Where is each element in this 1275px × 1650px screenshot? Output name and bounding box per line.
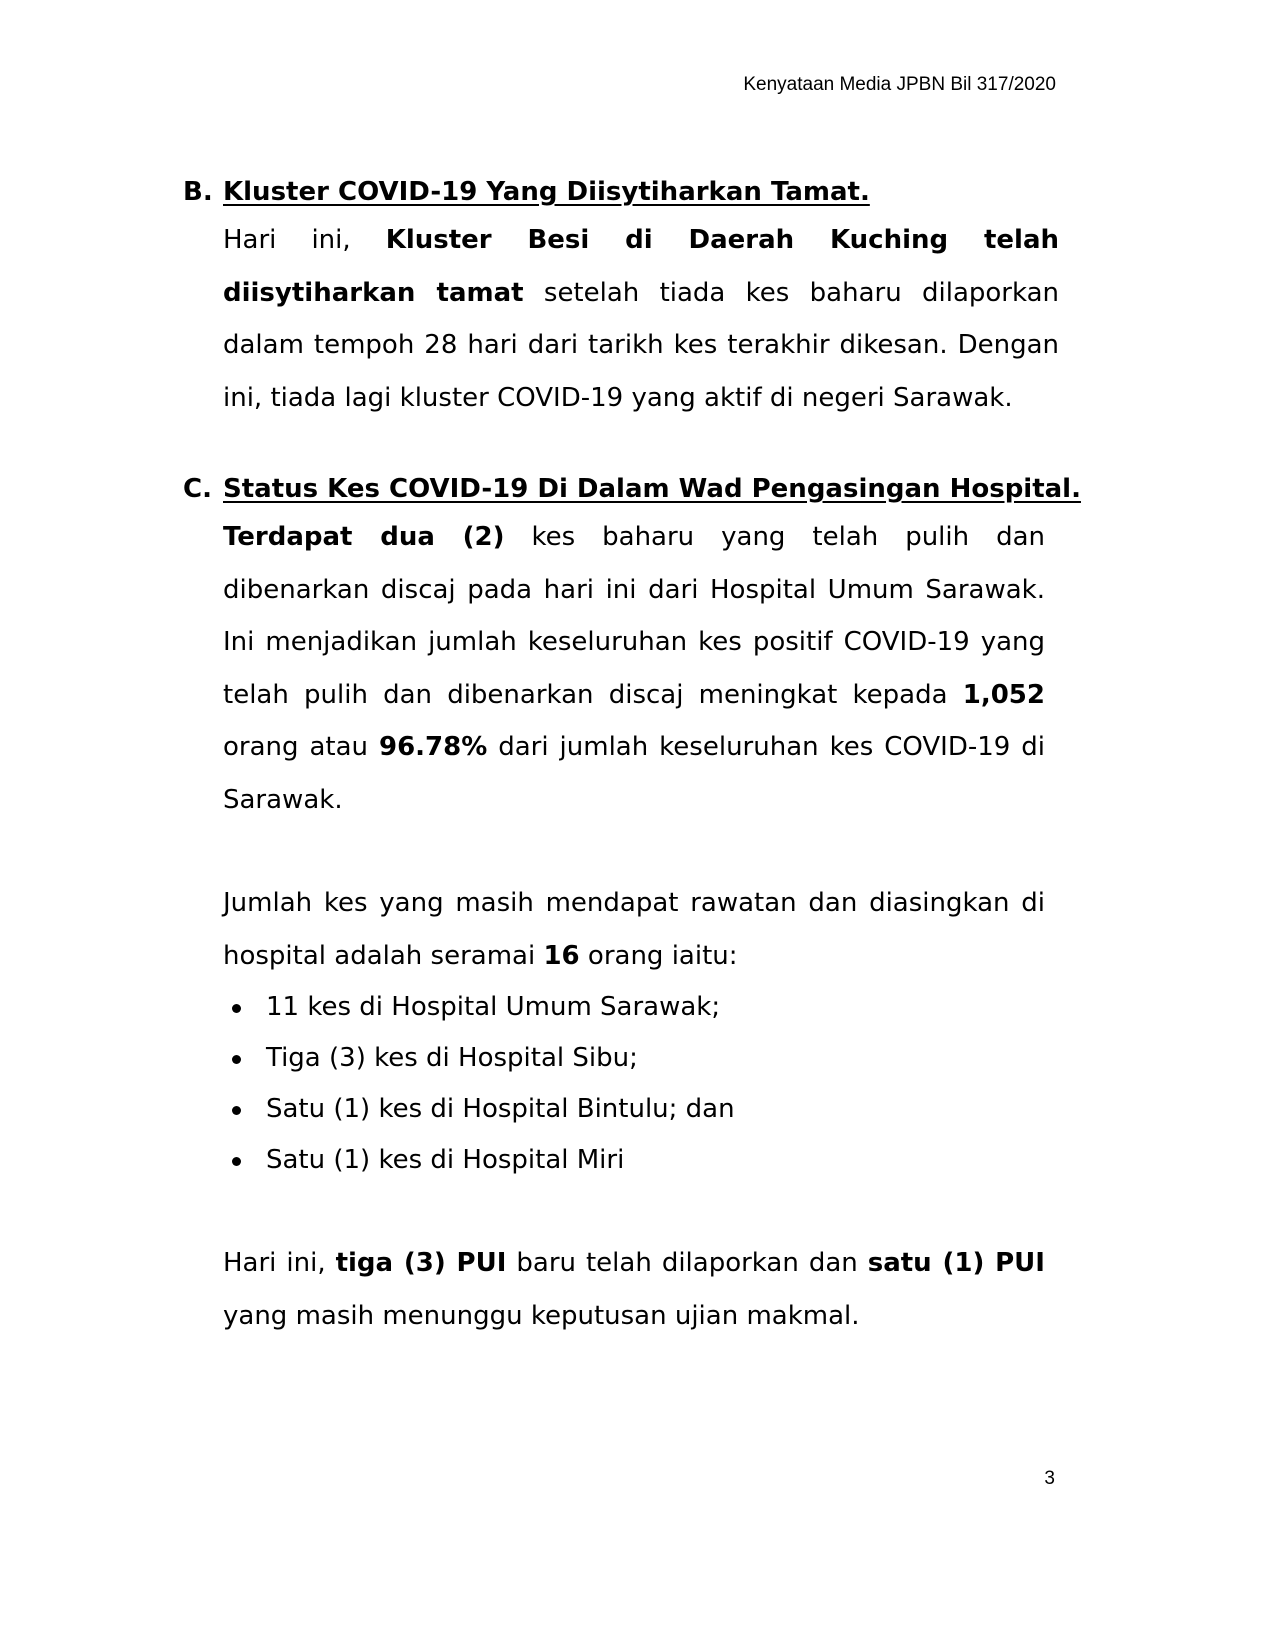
list-item [223, 1033, 1083, 1084]
document-reference: Kenyataan Media JPBN Bil 317/2020 [743, 74, 1056, 95]
page-number: 3 [1044, 1468, 1055, 1489]
text-run: orang iaitu: [579, 940, 738, 971]
list-item [223, 982, 1083, 1033]
section-c [183, 467, 1083, 1342]
section-b [183, 170, 1083, 424]
section-c-paragraph-pui [223, 1237, 1045, 1342]
section-b-letter: B. [183, 177, 213, 207]
section-b-heading [183, 170, 1083, 214]
list-item-text: 11 kes di Hospital Umum Sarawak; [266, 992, 721, 1022]
paragraph-gap [183, 1186, 1083, 1237]
section-b-paragraph [223, 214, 1059, 424]
bullet-icon [232, 1157, 241, 1166]
section-b-title: Kluster COVID-19 Yang Diisytiharkan Tamat. [223, 177, 870, 207]
text-run: orang atau [223, 732, 379, 762]
bold-text-run: Kluster Besi di Daerah Kuching telah diisytiharkan tamat [223, 225, 1060, 308]
section-c-letter: C. [183, 474, 212, 504]
paragraph-gap [183, 826, 1083, 877]
bold-text-run: Terdapat dua (2) [223, 522, 505, 552]
bold-text-run: tiga (3) PUI [335, 1248, 507, 1278]
section-c-title: Status Kes COVID-19 Di Dalam Wad Pengasingan Hospital. [223, 474, 1081, 504]
text-run: Hari ini, [223, 1248, 336, 1278]
text-run: dari jumlah keseluruhan kes COVID-19 di Sarawak. [223, 732, 1045, 815]
bullet-icon [232, 1106, 241, 1115]
list-item-text: Satu (1) kes di Hospital Bintulu; dan [266, 1094, 735, 1124]
text-run: Hari ini, [223, 225, 386, 255]
bullet-icon [232, 1004, 241, 1013]
list-item [223, 1135, 1083, 1186]
text-run: setelah tiada kes baharu dilaporkan dalam tempoh 28 hari dari tarikh kes terakhir dikesan. Dengan ini, tiada lagi kluster COVID-19 yang aktif di negeri Sarawak. [223, 277, 1059, 413]
bullet-icon [232, 1055, 241, 1064]
bold-text-run: 16 [543, 940, 580, 971]
bold-text-run: 96.78% [378, 732, 488, 762]
list-item-text: Satu (1) kes di Hospital Miri [266, 1145, 625, 1175]
section-c-paragraph-recovered [223, 511, 1045, 826]
section-c-paragraph-in-treatment [223, 877, 1045, 982]
bold-text-run: satu (1) PUI [867, 1248, 1045, 1278]
section-c-heading [183, 467, 1083, 511]
hospital-case-list [223, 982, 1083, 1186]
text-run: baru telah dilaporkan dan [506, 1248, 868, 1278]
list-item [223, 1084, 1083, 1135]
list-item-text: Tiga (3) kes di Hospital Sibu; [266, 1043, 638, 1073]
text-run: kes baharu yang telah pulih dan dibenarkan discaj pada hari ini dari Hospital Umum Sarawak. Ini menjadikan jumlah keseluruhan kes positif COVID-19 yang telah pulih dan dibenarkan discaj meningkat kepada [223, 522, 1045, 710]
text-run: yang masih menunggu keputusan ujian makmal. [223, 1300, 860, 1331]
bold-text-run: 1,052 [962, 679, 1045, 710]
text-run: Jumlah kes yang masih mendapat rawatan dan diasingkan di hospital adalah seramai [223, 888, 1045, 971]
